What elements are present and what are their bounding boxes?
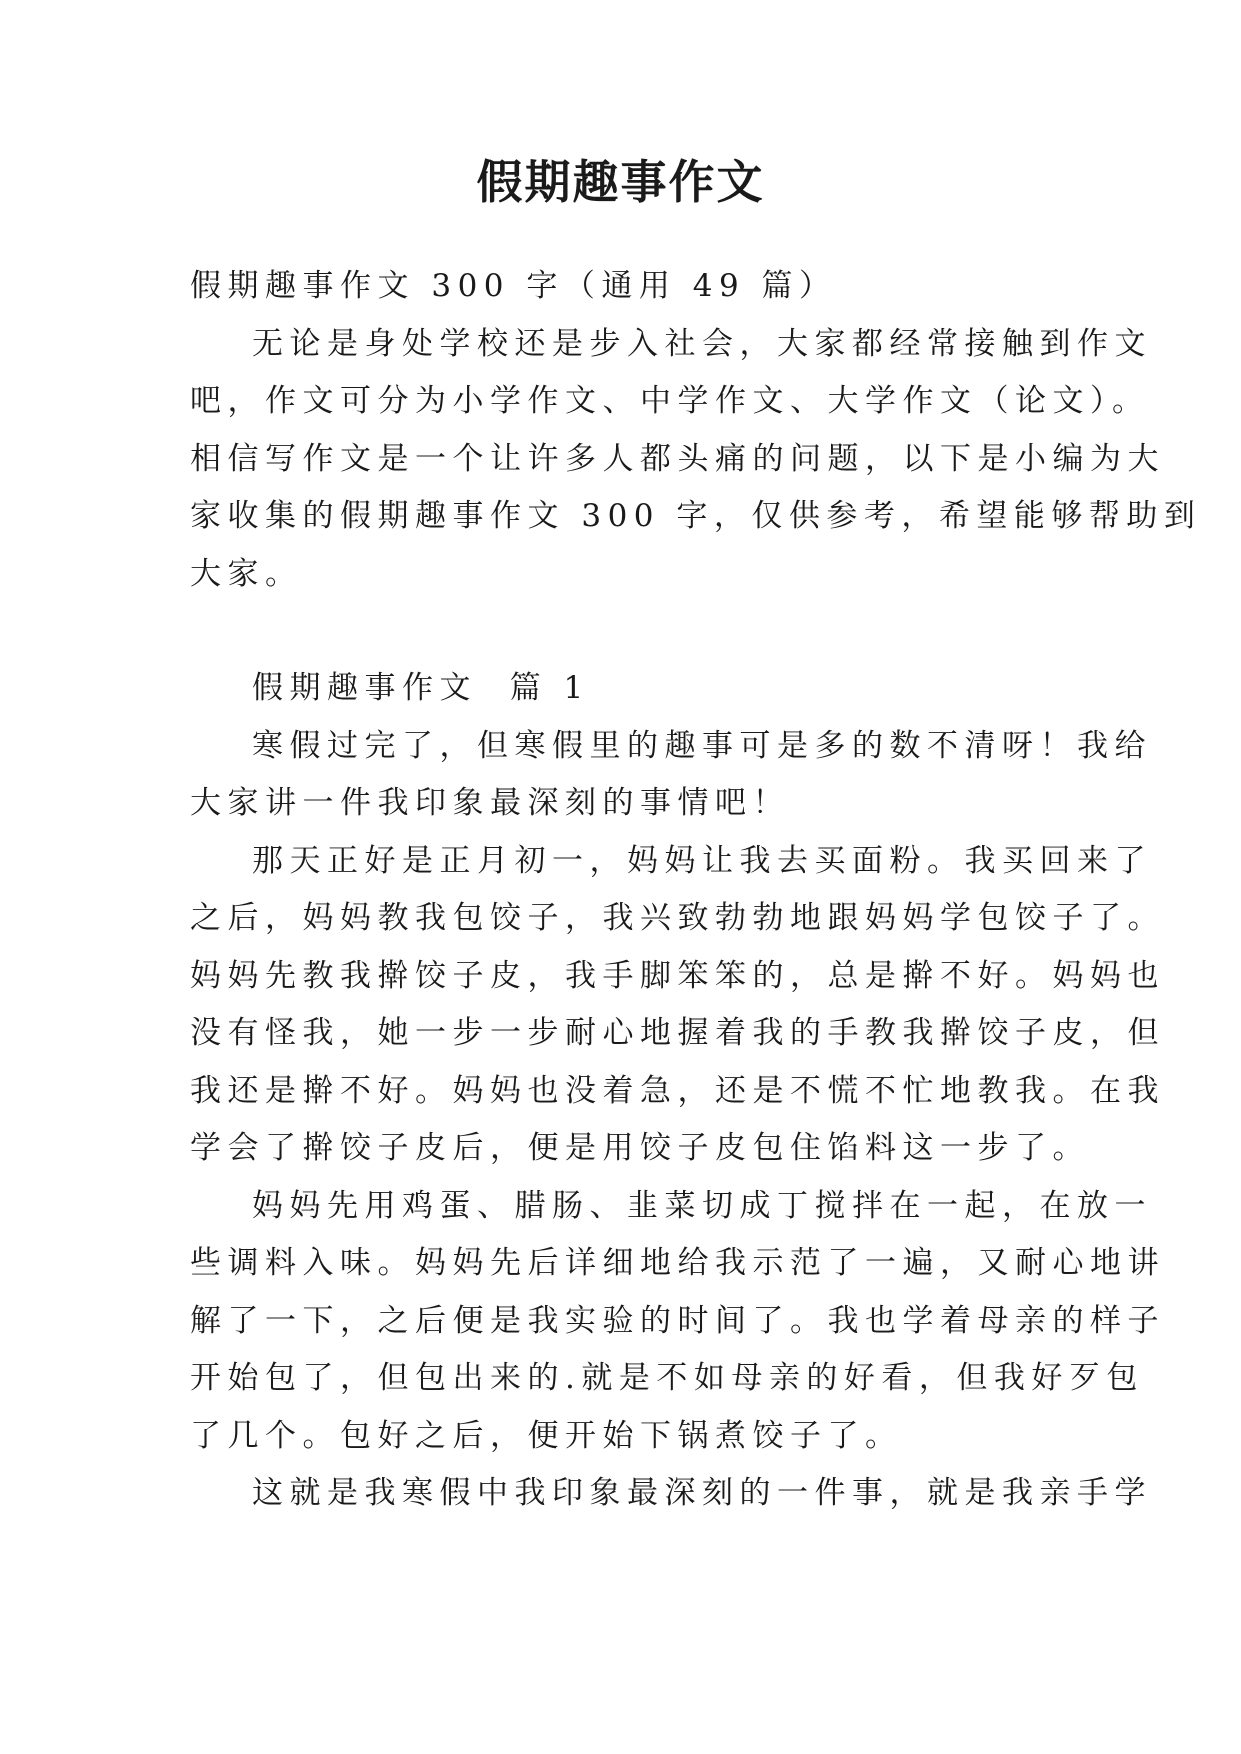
paragraph-line: 这就是我寒假中我印象最深刻的一件事，就是我亲手学 <box>252 1475 1152 1511</box>
paragraph-line: 妈妈先用鸡蛋、腊肠、韭菜切成丁搅拌在一起，在放一 <box>252 1187 1152 1224</box>
intro-line: 大家。 <box>190 555 303 592</box>
paragraph-2 <box>190 833 1165 1178</box>
paragraph-4 <box>190 1465 1152 1523</box>
section-heading-text: 假期趣事作文 篇 1 <box>252 670 590 706</box>
intro-paragraph <box>190 316 1202 604</box>
paragraph-line: 妈妈先教我擀饺子皮，我手脚笨笨的，总是擀不好。妈妈也 <box>190 957 1165 994</box>
paragraph-line: 学会了擀饺子皮后，便是用饺子皮包住馅料这一步了。 <box>190 1130 1090 1166</box>
document-body <box>190 258 1202 1523</box>
intro-line: 无论是身处学校还是步入社会，大家都经常接触到作文 <box>252 325 1152 362</box>
section-heading <box>190 660 1070 718</box>
intro-line: 家收集的假期趣事作文 300 字，仅供参考，希望能够帮助到 <box>190 498 1202 534</box>
paragraph-line: 开始包了，但包出来的.就是不如母亲的好看，但我好歹包 <box>190 1360 1144 1396</box>
intro-line: 相信写作文是一个让许多人都头痛的问题，以下是小编为大 <box>190 440 1165 477</box>
paragraph-line: 没有怪我，她一步一步耐心地握着我的手教我擀饺子皮，但 <box>190 1015 1165 1051</box>
paragraph-line: 了几个。包好之后，便开始下锅煮饺子了。 <box>190 1417 903 1454</box>
section-spacer <box>190 603 1070 660</box>
paragraph-line: 解了一下，之后便是我实验的时间了。我也学着母亲的样子 <box>190 1302 1165 1339</box>
document-subtitle <box>190 258 1070 316</box>
paragraph-line: 寒假过完了，但寒假里的趣事可是多的数不清呀！我给 <box>252 727 1152 764</box>
paragraph-line: 我还是擀不好。妈妈也没着急，还是不慌不忙地教我。在我 <box>190 1072 1165 1109</box>
subtitle-line: 假期趣事作文 300 字（通用 49 篇） <box>190 268 837 304</box>
paragraph-line: 些调料入味。妈妈先后详细地给我示范了一遍，又耐心地讲 <box>190 1245 1165 1281</box>
document-title: 假期趣事作文 <box>476 155 765 209</box>
paragraph-line: 大家讲一件我印象最深刻的事情吧！ <box>190 785 790 821</box>
paragraph-line: 那天正好是正月初一，妈妈让我去买面粉。我买回来了 <box>252 842 1152 879</box>
paragraph-3 <box>190 1178 1165 1466</box>
intro-line: 吧，作文可分为小学作文、中学作文、大学作文（论文）。 <box>190 383 1150 419</box>
paragraph-line: 之后，妈妈教我包饺子，我兴致勃勃地跟妈妈学包饺子了。 <box>190 900 1165 936</box>
paragraph-1 <box>190 718 1152 833</box>
